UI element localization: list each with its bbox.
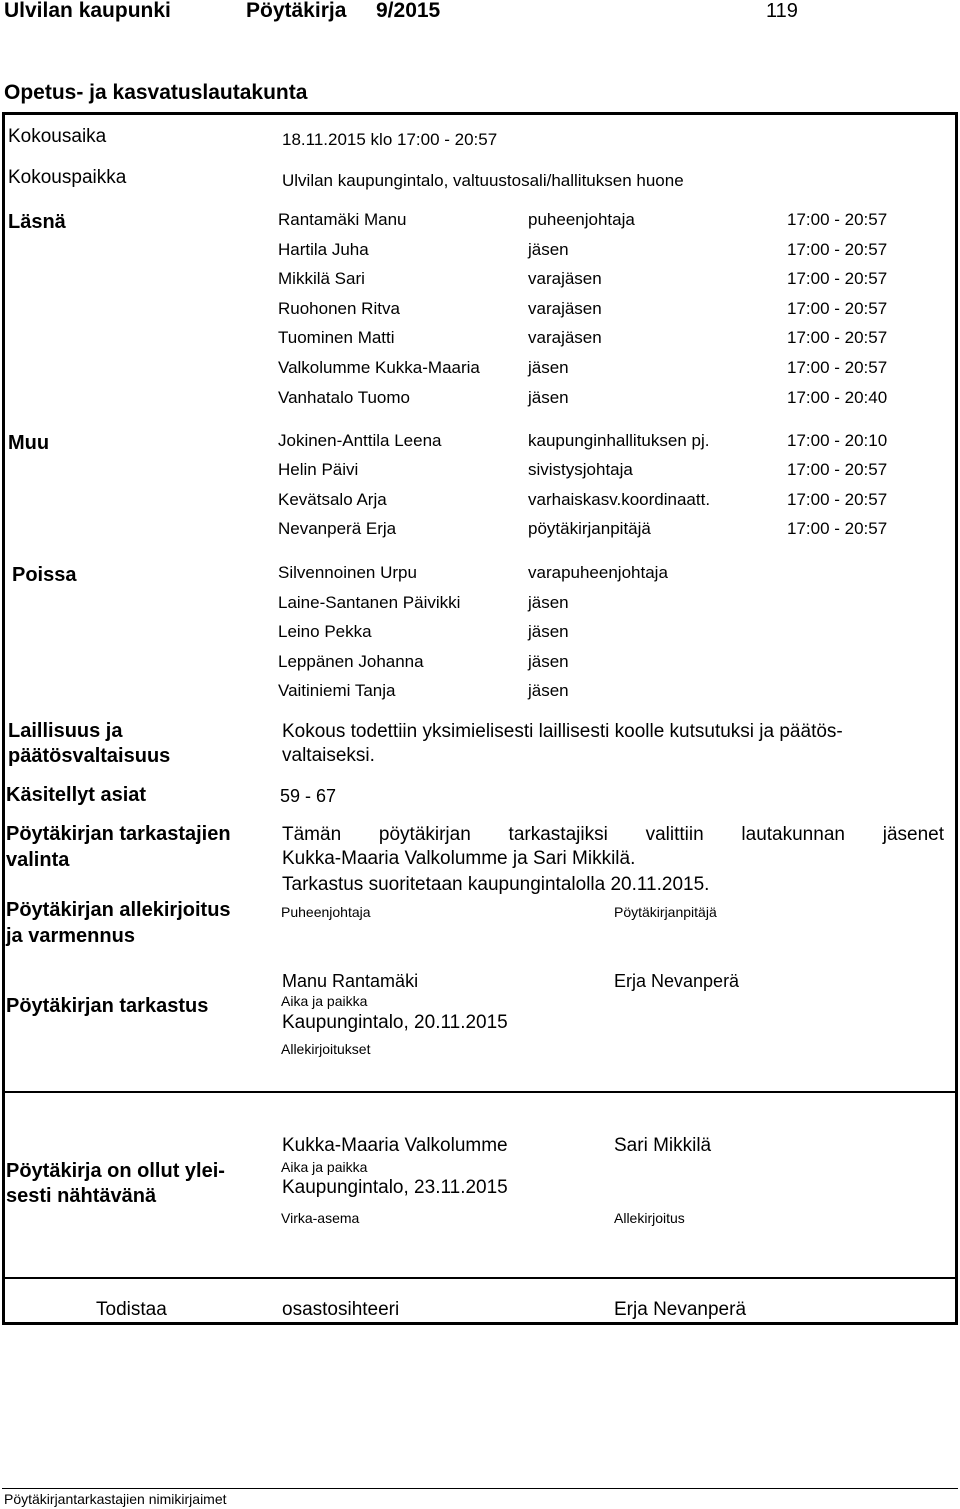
handled-label: Käsitellyt asiat [6, 784, 147, 806]
attendee-name: Hartila Juha [278, 239, 369, 259]
attendee-role: varapuheenjohtaja [528, 563, 668, 582]
attendee-row [278, 460, 918, 484]
attendee-time: 17:00 - 20:57 [787, 269, 888, 289]
public-position-caption: Virka-asema [281, 1210, 360, 1226]
attendee-name: Laine-Santanen Päivikki [278, 592, 461, 612]
legality-label-2: päätösvaltaisuus [8, 745, 171, 767]
attendee-role: jäsen [528, 387, 569, 407]
frame-bottom [2, 1322, 958, 1325]
legality-label-1: Laillisuus ja [8, 720, 123, 742]
attendee-name: Ruohonen Ritva [278, 298, 400, 318]
divider-certify [2, 1277, 958, 1279]
attendee-name: Silvennoinen Urpu [278, 563, 417, 582]
legality-text-1: Kokous todettiin yksimielisesti laillisesti koolle kutsutuksi ja päätös- [282, 721, 843, 742]
attendee-row [278, 299, 918, 323]
review-place-value: Kaupungintalo, 20.11.2015 [282, 1012, 508, 1033]
divider-public [2, 1091, 958, 1093]
certify-name: Erja Nevanperä [614, 1299, 747, 1320]
frame-left [2, 112, 5, 1325]
public-place-caption: Aika ja paikka [281, 1159, 368, 1175]
attendee-name: Mikkilä Sari [278, 269, 365, 289]
attendee-row [278, 431, 918, 455]
attendee-role: jäsen [528, 651, 569, 671]
attendee-time: 17:00 - 20:10 [787, 431, 888, 450]
attendee-role: jäsen [528, 358, 569, 377]
legality-text-2: valtaiseksi. [282, 745, 375, 766]
attendee-time: 17:00 - 20:57 [787, 358, 888, 377]
attendee-time: 17:00 - 20:57 [787, 460, 888, 480]
attendee-role: varajäsen [528, 298, 602, 318]
board-title: Opetus- ja kasvatuslautakunta [4, 81, 308, 104]
attendee-role: jäsen [528, 622, 569, 641]
header-doc: Pöytäkirja [246, 0, 347, 22]
attendee-role: jäsen [528, 239, 569, 259]
attendee-name: Leppänen Johanna [278, 651, 424, 671]
header-city: Ulvilan kaupunki [4, 0, 171, 22]
attendee-role: kaupunginhallituksen pj. [528, 431, 710, 450]
attendee-row [278, 490, 918, 514]
attendee-name: Leino Pekka [278, 622, 372, 641]
absent-label: Poissa [12, 564, 77, 586]
attendee-name: Rantamäki Manu [278, 210, 407, 229]
attendee-row [278, 681, 918, 705]
attendee-time: 17:00 - 20:57 [787, 239, 888, 259]
signing-label-1: Pöytäkirjan allekirjoitus [6, 899, 231, 921]
attendee-row [278, 358, 918, 382]
attendee-time: 17:00 - 20:57 [787, 489, 888, 509]
frame-right [955, 112, 958, 1325]
checkers-label-1: Pöytäkirjan tarkastajien [6, 823, 231, 845]
attendee-role: jäsen [528, 681, 569, 700]
attendee-row [278, 328, 918, 352]
attendee-role: jäsen [528, 592, 569, 612]
other-label: Muu [8, 432, 50, 454]
attendee-row [278, 622, 918, 646]
public-label-2: sesti nähtävänä [6, 1185, 157, 1207]
public-name-2: Sari Mikkilä [614, 1135, 712, 1156]
public-place-value: Kaupungintalo, 23.11.2015 [282, 1177, 508, 1198]
attendee-row [278, 519, 918, 543]
attendee-name: Vaitiniemi Tanja [278, 681, 396, 700]
attendee-row [278, 388, 918, 412]
attendee-row [278, 593, 918, 617]
attendee-time: 17:00 - 20:57 [787, 210, 888, 229]
signing-label-2: ja varmennus [6, 925, 135, 947]
attendee-role: pöytäkirjanpitäjä [528, 518, 651, 538]
checkers-text-1: Tämän pöytäkirjan tarkastajiksi valittiin lautakunnan jäsenet [282, 824, 944, 845]
checkers-text-2: Kukka-Maaria Valkolumme ja Sari Mikkilä. [282, 848, 636, 869]
header-number: 9/2015 [376, 0, 441, 22]
attendee-row [278, 240, 918, 264]
secretary-name: Erja Nevanperä [614, 971, 740, 991]
public-label-1: Pöytäkirja on ollut ylei- [6, 1160, 225, 1182]
attendee-name: Valkolumme Kukka-Maaria [278, 358, 480, 377]
chair-caption: Puheenjohtaja [281, 904, 371, 920]
attendee-row [278, 563, 918, 587]
attendee-name: Helin Päivi [278, 460, 359, 480]
attendee-name: Nevanperä Erja [278, 518, 397, 538]
attendee-row [278, 210, 918, 234]
checkers-label-2: valinta [6, 849, 70, 871]
review-signatures-caption: Allekirjoitukset [281, 1041, 371, 1057]
attendee-name: Vanhatalo Tuomo [278, 387, 410, 407]
public-name-1: Kukka-Maaria Valkolumme [282, 1135, 508, 1156]
attendee-role: varajäsen [528, 269, 602, 289]
meeting-place-value: Ulvilan kaupungintalo, valtuustosali/hallituksen huone [282, 171, 684, 190]
certify-label: Todistaa [96, 1299, 167, 1320]
chair-name: Manu Rantamäki [282, 971, 419, 991]
attendee-name: Tuominen Matti [278, 328, 395, 348]
attendee-role: puheenjohtaja [528, 210, 635, 229]
secretary-caption: Pöytäkirjanpitäjä [614, 904, 717, 920]
meeting-time-value: 18.11.2015 klo 17:00 - 20:57 [282, 130, 498, 149]
attendee-role: sivistysjohtaja [528, 460, 633, 480]
attendee-row [278, 652, 918, 676]
attendee-role: varhaiskasv.koordinaatt. [528, 489, 711, 509]
attendee-time: 17:00 - 20:57 [787, 328, 888, 348]
attendee-time: 17:00 - 20:40 [787, 387, 888, 407]
attendee-name: Jokinen-Anttila Leena [278, 431, 442, 450]
present-label: Läsnä [8, 211, 66, 233]
meeting-time-label: Kokousaika [8, 126, 107, 147]
public-signature-caption: Allekirjoitus [614, 1210, 685, 1226]
review-label: Pöytäkirjan tarkastus [6, 995, 209, 1017]
attendee-time: 17:00 - 20:57 [787, 298, 888, 318]
checkers-text-3: Tarkastus suoritetaan kaupungintalolla 20.11.2015. [282, 874, 710, 895]
attendee-role: varajäsen [528, 328, 602, 348]
certify-position: osastosihteeri [282, 1299, 400, 1320]
attendee-row [278, 269, 918, 293]
footer-text: Pöytäkirjantarkastajien nimikirjaimet [4, 1491, 227, 1507]
page-number: 119 [766, 0, 798, 22]
attendee-time: 17:00 - 20:57 [787, 518, 888, 538]
frame-top [2, 112, 958, 115]
review-place-caption: Aika ja paikka [281, 993, 368, 1009]
handled-value: 59 - 67 [280, 786, 337, 806]
attendee-name: Kevätsalo Arja [278, 489, 387, 509]
meeting-place-label: Kokouspaikka [8, 167, 127, 188]
footer-divider [2, 1488, 958, 1489]
